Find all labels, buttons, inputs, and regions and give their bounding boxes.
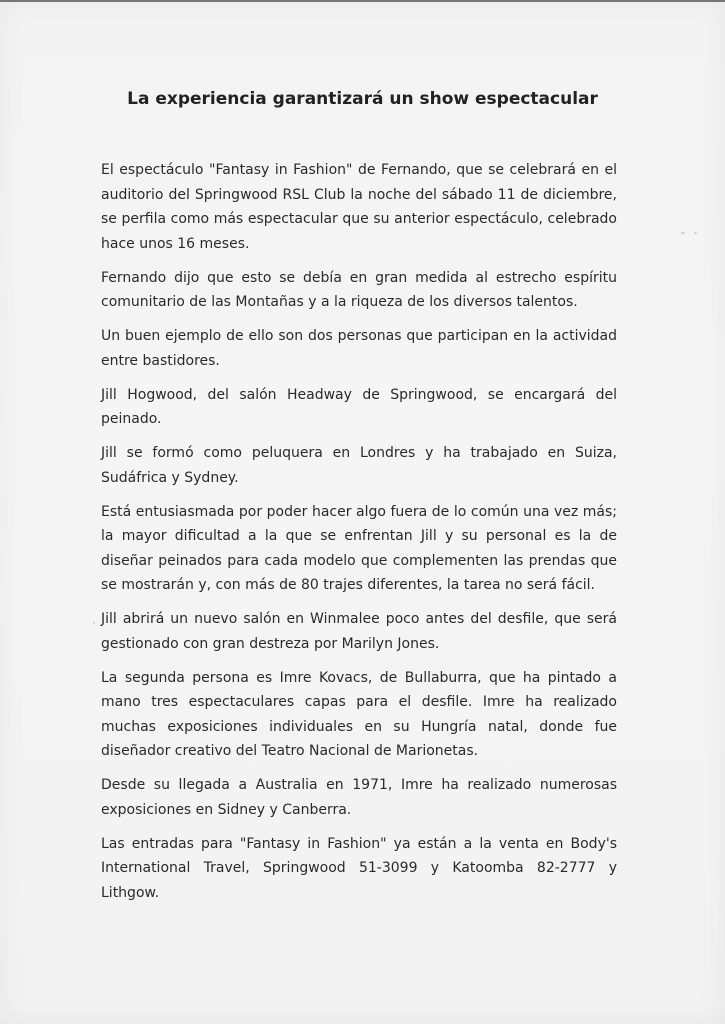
scan-speck — [681, 232, 685, 234]
paragraph: Las entradas para "Fantasy in Fashion" ya están a la venta en Body's International Travel, Springwood 51-3099 y Katoomba 82-2777 y Lithgow. — [101, 835, 617, 901]
paragraph: Jill Hogwood, del salón Headway de Springwood, se encargará del peinado. — [101, 386, 617, 427]
page-top-edge — [0, 0, 725, 2]
scan-speck — [93, 622, 95, 624]
paragraph: Está entusiasmada por poder hacer algo fuera de lo común una vez más; la mayor dificultad a la que se enfrentan Jill y su personal es la de diseñar peinados para cada modelo que complementen las prendas que se mostrarán y, con más de 80 trajes diferentes, la tarea no será fácil. — [101, 503, 617, 593]
paragraph: Fernando dijo que esto se debía en gran medida al estrecho espíritu comunitario de las Montañas y a la riqueza de los diversos talentos. — [101, 269, 617, 310]
paragraph: Un buen ejemplo de ello son dos personas que participan en la actividad entre bastidores. — [101, 328, 617, 369]
paragraph: El espectáculo "Fantasy in Fashion" de Fernando, que se celebrará en el auditorio del Springwood RSL Club la noche del sábado 11 de diciembre, se perfila como más espectacular que su anterior espectáculo, celebrado hace unos 16 meses. — [101, 162, 617, 252]
paragraph: Desde su llegada a Australia en 1971, Imre ha realizado numerosas exposiciones en Sidney y Canberra. — [101, 777, 617, 818]
paragraph: Jill abrirá un nuevo salón en Winmalee poco antes del desfile, que será gestionado con gran destreza por Marilyn Jones. — [101, 611, 617, 652]
scan-speck — [694, 232, 697, 234]
paragraph: Jill se formó como peluquera en Londres y ha trabajado en Suiza, Sudáfrica y Sydney. — [101, 445, 617, 486]
document-body — [101, 158, 617, 915]
document-title: La experiencia garantizará un show espectacular — [127, 89, 598, 109]
paragraph: La segunda persona es Imre Kovacs, de Bullaburra, que ha pintado a mano tres espectaculares capas para el desfile. Imre ha realizado muchas exposiciones individuales en su Hungría natal, donde fue diseñador creativo del Teatro Nacional de Marionetas. — [101, 669, 617, 759]
